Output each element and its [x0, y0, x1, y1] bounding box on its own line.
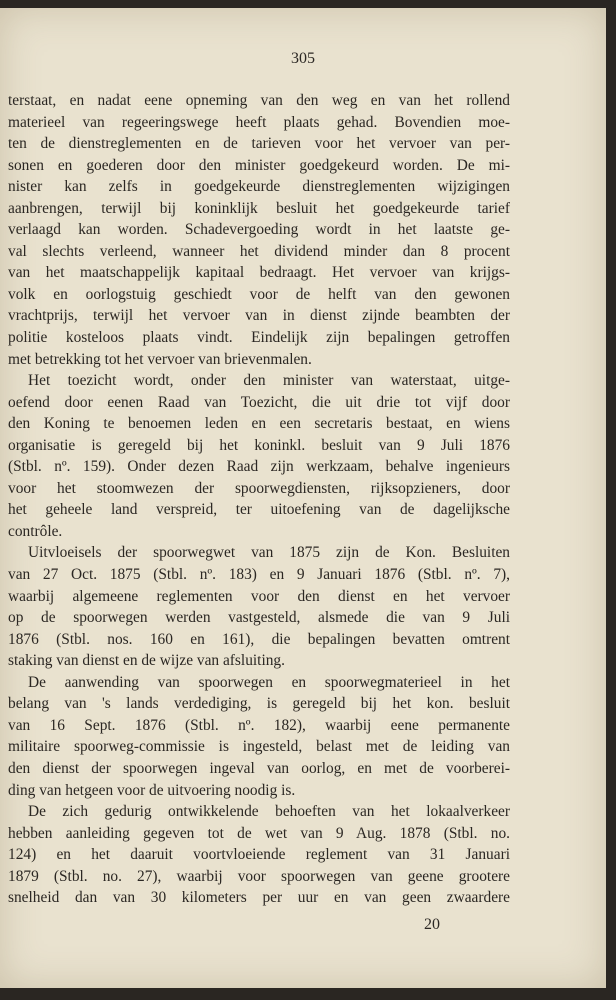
text-line: ding van hetgeen voor de uitvoering noodig is. [8, 781, 296, 799]
text-line: van het maatschappelijk kapitaal bedraagt. Het vervoer van krijgs- [8, 264, 510, 282]
text-line: contrôle. [8, 522, 63, 540]
text-line: organisatie is geregeld bij het koninkl. besluit van 9 Juli 1876 [8, 436, 510, 454]
text-line: belang van 's lands verdediging, is geregeld bij het kon. besluit [8, 695, 510, 713]
text-line: met betrekking tot het vervoer van brievenmalen. [8, 350, 312, 368]
text-line: ten de dienstreglementen en de tarieven voor het vervoer van per- [8, 135, 510, 153]
text-line: politie kosteloos plaats vindt. Eindelijk zijn bepalingen getroffen [8, 329, 510, 347]
text-line: Het toezicht wordt, onder den minister van waterstaat, uitge- [28, 372, 510, 390]
book-page [0, 8, 606, 988]
text-line: snelheid dan van 30 kilometers per uur en van geen zwaardere [8, 889, 510, 907]
text-line: staking van dienst en de wijze van afsluiting. [8, 652, 285, 670]
text-line: voor het stoomwezen der spoorwegdiensten, rijksopzieners, door [8, 479, 510, 497]
signature-mark: 20 [424, 916, 440, 933]
text-line: nister kan zelfs in goedgekeurde dienstreglementen wijzigingen [8, 178, 510, 196]
text-line: oefend door eenen Raad van Toezicht, die uit drie tot vijf door [8, 393, 510, 411]
text-line: (Stbl. nº. 159). Onder dezen Raad zijn werkzaam, behalve ingenieurs [8, 458, 510, 476]
text-line: militaire spoorweg-commissie is ingesteld, belast met de leiding van [8, 738, 510, 756]
text-line: volk en oorlogstuig geschiedt voor de helft van den gewonen [8, 285, 510, 303]
text-line: den dienst der spoorwegen ingeval van oorlog, en met de voorberei- [8, 759, 510, 777]
text-line: het geheele land verspreid, ter uitoefening van de dagelijksche [8, 501, 510, 519]
body-text [8, 90, 510, 909]
text-line: terstaat, en nadat eene opneming van den weg en van het rollend [8, 92, 510, 109]
text-line: den Koning te benoemen leden en een secretaris bestaat, en wiens [8, 415, 510, 433]
text-line: aanbrengen, terwijl bij koninklijk besluit het goedgekeurde tarief [8, 199, 510, 217]
page-number: 305 [291, 50, 315, 67]
text-line: op de spoorwegen werden vastgesteld, alsmede die van 9 Juli [8, 609, 510, 627]
text-line: hebben aanleiding gegeven tot de wet van 9 Aug. 1878 (Stbl. no. [8, 824, 510, 842]
text-line: val slechts verleend, wanneer het dividend minder dan 8 procent [8, 242, 510, 260]
text-line: waarbij algemeene reglementen voor den dienst en het vervoer [8, 587, 510, 605]
text-line: 124) en het daaruit voortvloeiende reglement van 31 Januari [8, 846, 510, 864]
text-line: vrachtprijs, terwijl het vervoer van in dienst zijnde beambten der [8, 307, 510, 325]
text-line: van 16 Sept. 1876 (Stbl. nº. 182), waarbij eene permanente [8, 716, 510, 734]
text-line: 1879 (Stbl. no. 27), waarbij voor spoorwegen van geene grootere [8, 867, 510, 885]
text-line: 1876 (Stbl. nos. 160 en 161), die bepalingen bevatten omtrent [8, 630, 510, 648]
text-line: van 27 Oct. 1875 (Stbl. nº. 183) en 9 Januari 1876 (Stbl. nº. 7), [8, 566, 510, 584]
text-line: materieel van regeeringswege heeft plaats gehad. Bovendien moe- [8, 113, 510, 131]
text-line: verlaagd kan worden. Schadevergoeding wordt in het laatste ge- [8, 221, 510, 239]
text-line: Uitvloeisels der spoorwegwet van 1875 zijn de Kon. Besluiten [28, 544, 510, 562]
text-line: sonen en goederen door den minister goedgekeurd worden. De mi- [8, 156, 510, 174]
text-line: De aanwending van spoorwegen en spoorwegmaterieel in het [28, 673, 510, 691]
text-line: De zich gedurig ontwikkelende behoeften van het lokaalverkeer [28, 803, 510, 821]
